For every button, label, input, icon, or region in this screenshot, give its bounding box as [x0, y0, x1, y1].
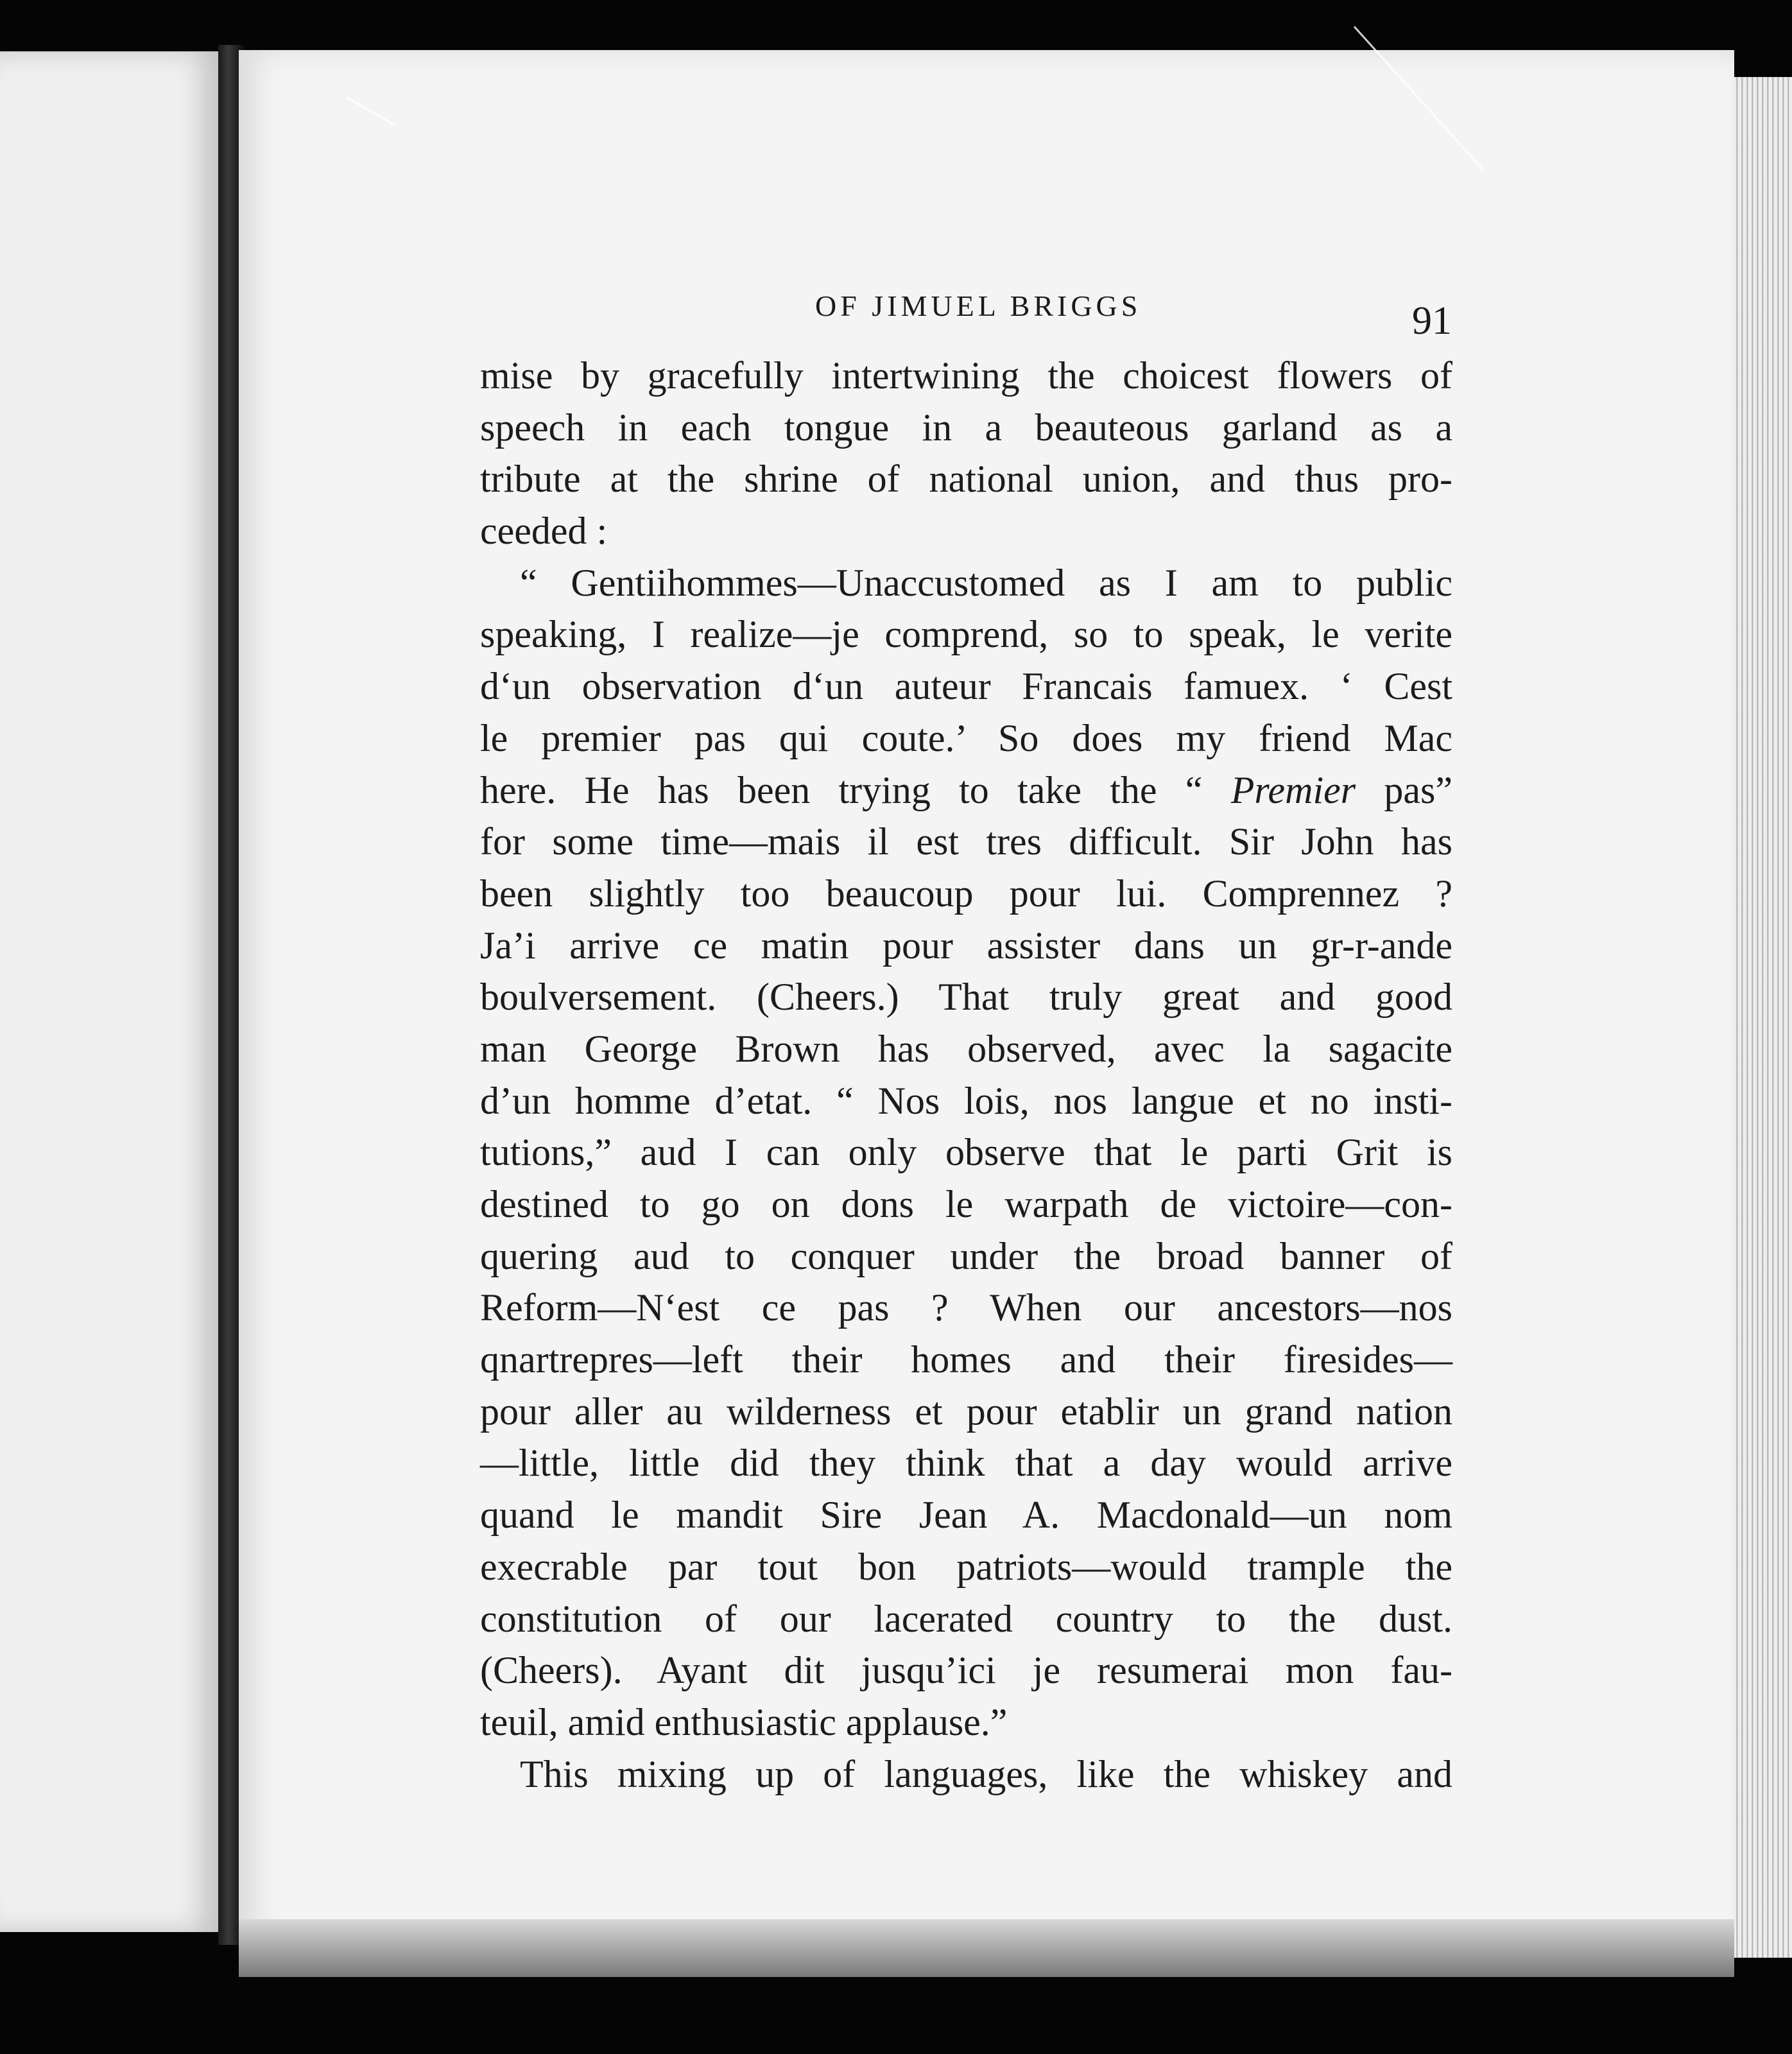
text-line: tribute at the shrine of national union, and thus pro-	[480, 458, 1452, 501]
left-page-blank	[0, 51, 221, 1932]
text-line: mise by gracefully intertwining the choicest flowers of	[480, 354, 1452, 397]
page-bottom-shadow	[239, 1919, 1734, 1977]
italic-word: Premier	[1230, 768, 1356, 811]
text-line: constitution of our lacerated country to the dust.	[480, 1597, 1452, 1640]
text-line: been slightly too beaucoup pour lui. Comprennez ?	[480, 872, 1452, 915]
text-line: Ja’i arrive ce matin pour assister dans un gr-r-ande	[480, 924, 1452, 967]
text-line: Reform—N‘est ce pas ? When our ancestors—nos	[480, 1286, 1452, 1329]
text-line: tutions,” aud I can only observe that le parti Grit is	[480, 1131, 1452, 1174]
text-line: pour aller au wilderness et pour etablir un grand nation	[480, 1390, 1452, 1433]
text-line: d‘un observation d‘un auteur Francais famuex. ‘ Cest	[480, 665, 1452, 708]
text-line: This mixing up of languages, like the whiskey and	[520, 1752, 1452, 1795]
body-text	[480, 350, 1452, 1800]
text-line: teuil, amid enthusiastic applause.”	[480, 1700, 1008, 1743]
text-line: speech in each tongue in a beauteous garland as a	[480, 406, 1452, 449]
page-edges	[1733, 77, 1792, 1958]
text-line: quand le mandit Sire Jean A. Macdonald—un nom	[480, 1494, 1452, 1537]
running-head: OF JIMUEL BRIGGS	[815, 289, 1142, 322]
text-line: quering aud to conquer under the broad banner of	[480, 1234, 1452, 1277]
text-line: d’un homme d’etat. “ Nos lois, nos langue et no insti-	[480, 1079, 1452, 1122]
text-segment: pas”	[1384, 768, 1453, 811]
text-line: qnartrepres—left their homes and their firesides—	[480, 1338, 1452, 1381]
text-line: ceeded :	[480, 510, 608, 553]
page-number: 91	[1412, 299, 1452, 343]
text-line: destined to go on dons le warpath de victoire—con-	[480, 1183, 1452, 1225]
text-segment: here. He has been trying to take the “	[480, 768, 1203, 811]
text-line: execrable par tout bon patriots—would trample the	[480, 1545, 1452, 1588]
text-line: speaking, I realize—je comprend, so to speak, le verite	[480, 613, 1452, 656]
text-line: man George Brown has observed, avec la sagacite	[480, 1027, 1452, 1070]
text-line: for some time—mais il est tres difficult. Sir John has	[480, 820, 1452, 863]
text-line	[480, 764, 1452, 816]
text-line: “ Gentiihommes—Unaccustomed as I am to public	[520, 561, 1452, 604]
text-line: —little, little did they think that a day would arrive	[480, 1442, 1452, 1485]
text-line: boulversement. (Cheers.) That truly great and good	[480, 976, 1452, 1019]
text-line: le premier pas qui coute.’ So does my friend Mac	[480, 716, 1452, 759]
text-line: (Cheers). Ayant dit jusqu’ici je resumerai mon fau-	[480, 1649, 1452, 1692]
